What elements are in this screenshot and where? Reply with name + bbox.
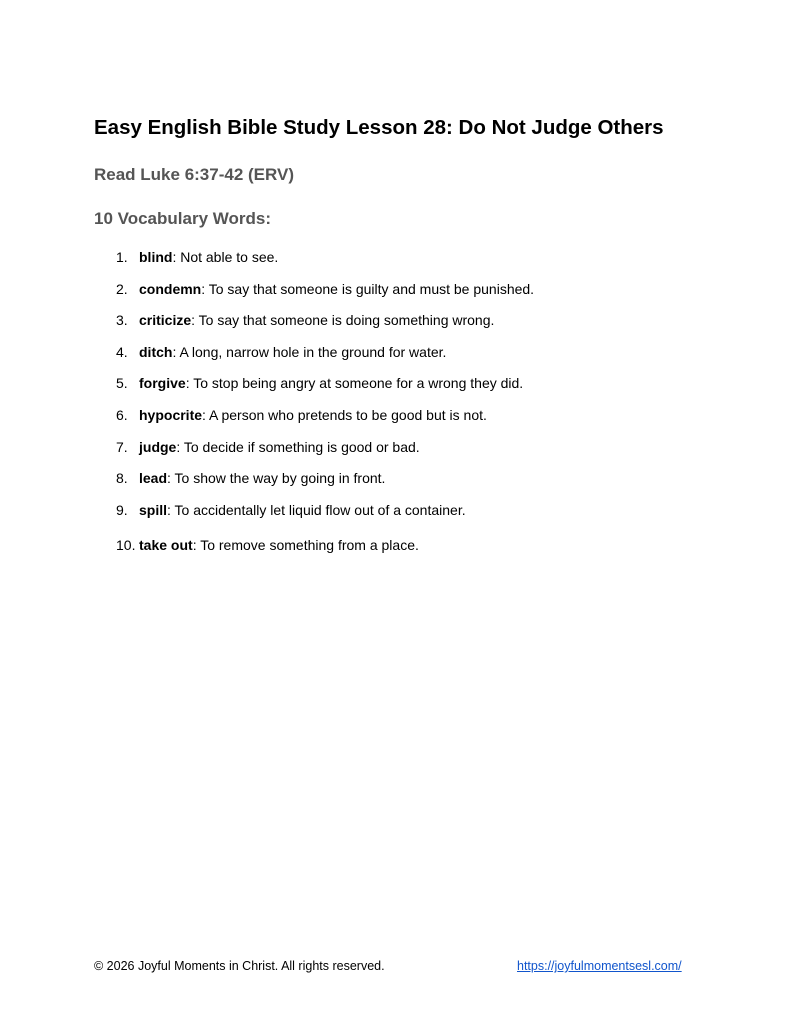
list-item: [116, 248, 278, 266]
scripture-reading: Read Luke 6:37-42 (ERV): [94, 165, 294, 184]
vocab-term: forgive: [139, 375, 186, 391]
vocab-definition: : To stop being angry at someone for a wrong they did.: [185, 375, 524, 391]
item-number: 3.: [116, 312, 128, 328]
item-number: 4.: [116, 344, 128, 360]
vocab-term: judge: [139, 439, 177, 455]
item-number: 1.: [116, 249, 128, 265]
list-item: 10. take out: To remove something from a place.: [116, 537, 419, 553]
item-number: 5.: [116, 375, 128, 391]
list-item: [116, 501, 466, 519]
list-item: [116, 311, 494, 329]
vocab-definition: : To decide if something is good or bad.: [176, 439, 420, 455]
vocab-term: take out: [139, 537, 193, 553]
vocab-definition: : A long, narrow hole in the ground for water.: [172, 344, 447, 360]
vocab-definition: : A person who pretends to be good but is not.: [202, 407, 487, 423]
item-number: 6.: [116, 407, 128, 423]
vocab-term: blind: [139, 249, 173, 265]
website-link[interactable]: https://joyfulmomentsesl.com/: [517, 959, 682, 973]
list-item: [116, 438, 420, 456]
item-number: 8.: [116, 470, 128, 486]
list-item: [116, 343, 446, 361]
page-title: Easy English Bible Study Lesson 28: Do Not Judge Others: [94, 116, 664, 139]
list-item: [116, 469, 385, 487]
vocab-definition: : Not able to see.: [172, 249, 279, 265]
vocab-definition: : To say that someone is doing something wrong.: [191, 312, 495, 328]
list-item: [116, 406, 487, 424]
list-item: [116, 280, 534, 298]
item-number: 7.: [116, 439, 128, 455]
vocab-term: hypocrite: [139, 407, 203, 423]
copyright-notice: © 2026 Joyful Moments in Christ. All rights reserved.: [94, 959, 385, 973]
vocab-term: ditch: [139, 344, 173, 360]
vocabulary-heading: 10 Vocabulary Words:: [94, 209, 271, 228]
list-item: [116, 374, 523, 392]
vocab-definition: : To remove something from a place.: [192, 537, 419, 553]
vocab-term: criticize: [139, 312, 192, 328]
vocab-definition: : To show the way by going in front.: [167, 470, 386, 486]
vocab-definition: : To say that someone is guilty and must be punished.: [201, 281, 535, 297]
vocab-definition: : To accidentally let liquid flow out of a container.: [167, 502, 466, 518]
vocab-term: spill: [139, 502, 168, 518]
vocab-term: condemn: [139, 281, 202, 297]
item-number: 2.: [116, 281, 128, 297]
item-number: 9.: [116, 502, 128, 518]
vocab-term: lead: [139, 470, 168, 486]
